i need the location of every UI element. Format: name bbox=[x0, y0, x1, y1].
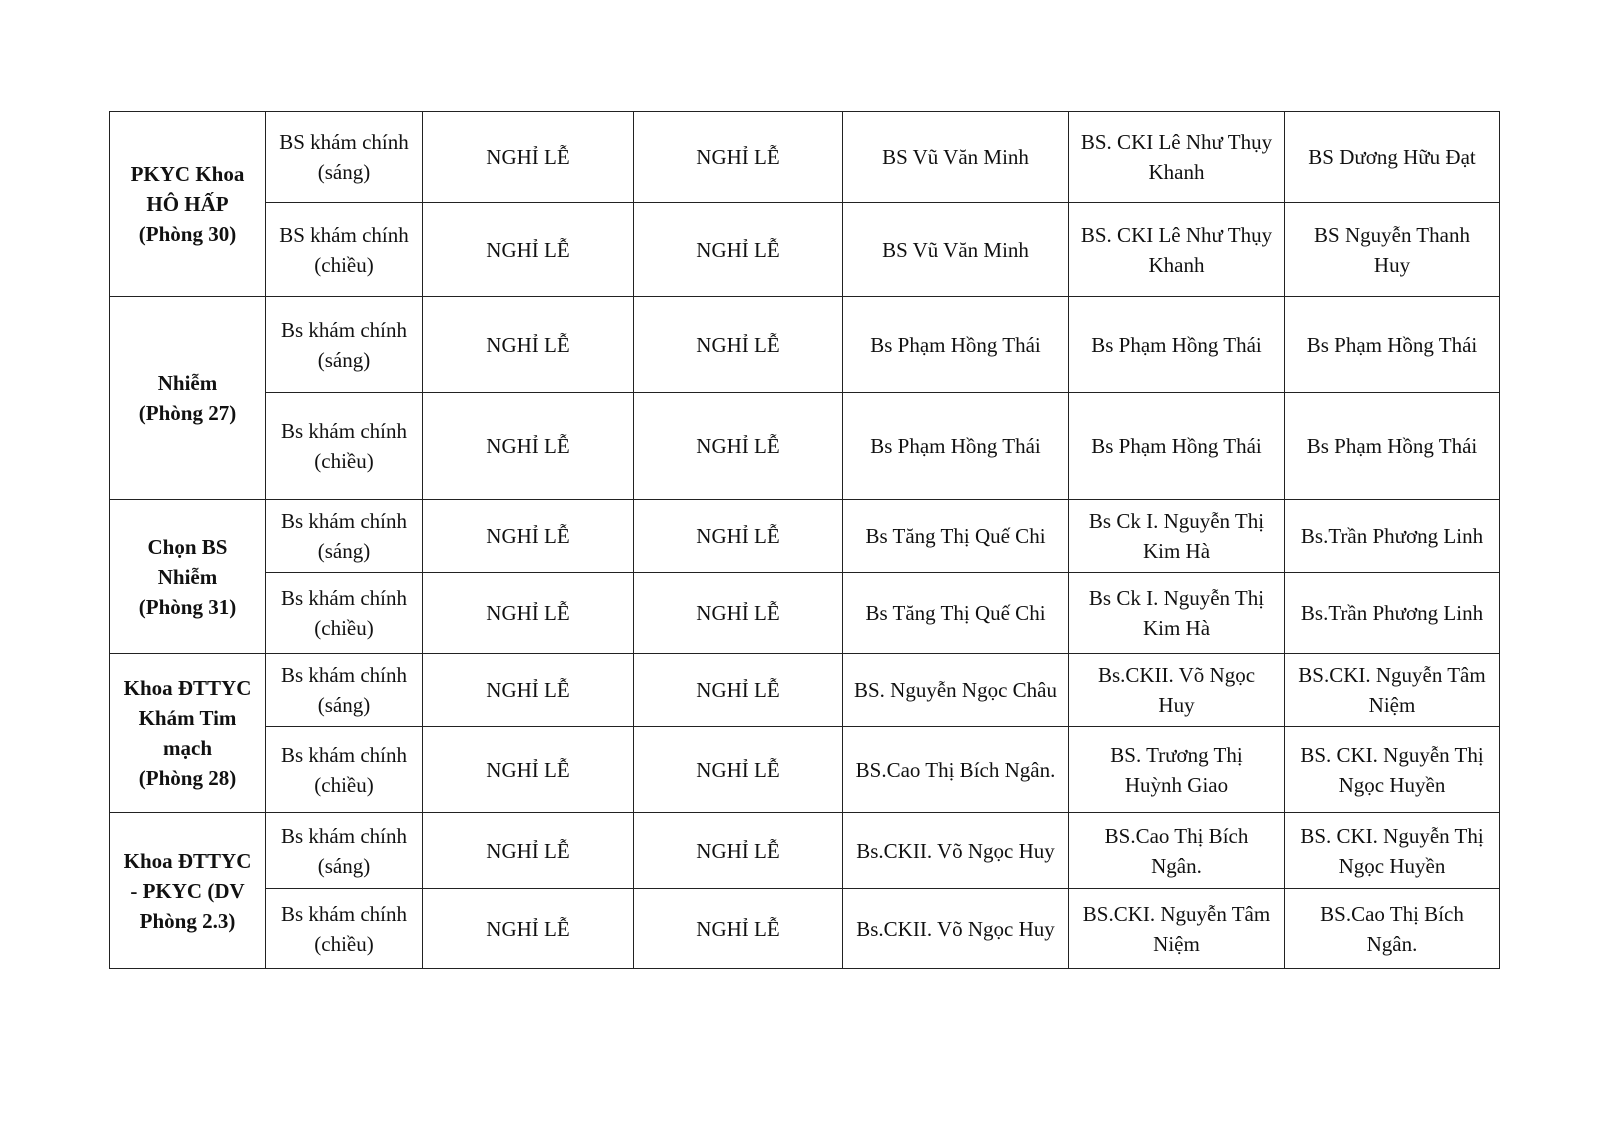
schedule-cell: Bs Phạm Hồng Thái bbox=[1285, 297, 1500, 393]
table-row bbox=[110, 112, 1500, 203]
schedule-cell: NGHỈ LỄ bbox=[423, 393, 634, 500]
schedule-cell: BS.Cao Thị Bích Ngân. bbox=[1069, 813, 1285, 889]
shift-cell: Bs khám chính (sáng) bbox=[266, 297, 423, 393]
schedule-cell: BS. CKI. Nguyễn Thị Ngọc Huyền bbox=[1285, 727, 1500, 813]
schedule-cell: Bs.CKII. Võ Ngọc Huy bbox=[843, 889, 1069, 969]
department-cell: Nhiễm (Phòng 27) bbox=[110, 297, 266, 500]
schedule-cell: NGHỈ LỄ bbox=[423, 112, 634, 203]
table-row bbox=[110, 889, 1500, 969]
table-row bbox=[110, 500, 1500, 573]
schedule-cell: Bs Phạm Hồng Thái bbox=[1069, 393, 1285, 500]
schedule-cell: NGHỈ LỄ bbox=[423, 573, 634, 654]
schedule-cell: NGHỈ LỄ bbox=[634, 500, 843, 573]
schedule-cell: BS. CKI Lê Như Thụy Khanh bbox=[1069, 112, 1285, 203]
schedule-cell: NGHỈ LỄ bbox=[634, 727, 843, 813]
schedule-cell: Bs Tăng Thị Quế Chi bbox=[843, 500, 1069, 573]
table-row bbox=[110, 813, 1500, 889]
schedule-cell: BS. Trương Thị Huỳnh Giao bbox=[1069, 727, 1285, 813]
schedule-cell: BS.Cao Thị Bích Ngân. bbox=[1285, 889, 1500, 969]
schedule-cell: NGHỈ LỄ bbox=[423, 297, 634, 393]
table-row bbox=[110, 654, 1500, 727]
schedule-cell: BS. CKI. Nguyễn Thị Ngọc Huyền bbox=[1285, 813, 1500, 889]
shift-cell: Bs khám chính (chiều) bbox=[266, 727, 423, 813]
schedule-cell: BS Vũ Văn Minh bbox=[843, 203, 1069, 297]
shift-cell: Bs khám chính (sáng) bbox=[266, 813, 423, 889]
schedule-cell: BS Vũ Văn Minh bbox=[843, 112, 1069, 203]
schedule-cell: BS.Cao Thị Bích Ngân. bbox=[843, 727, 1069, 813]
table-row bbox=[110, 573, 1500, 654]
schedule-cell: BS.CKI. Nguyễn Tâm Niệm bbox=[1069, 889, 1285, 969]
schedule-cell: NGHỈ LỄ bbox=[423, 500, 634, 573]
schedule-cell: Bs Phạm Hồng Thái bbox=[843, 297, 1069, 393]
department-cell: Chọn BS Nhiễm (Phòng 31) bbox=[110, 500, 266, 654]
table-row bbox=[110, 727, 1500, 813]
shift-cell: BS khám chính (sáng) bbox=[266, 112, 423, 203]
shift-cell: Bs khám chính (chiều) bbox=[266, 889, 423, 969]
schedule-cell: NGHỈ LỄ bbox=[634, 654, 843, 727]
schedule-cell: NGHỈ LỄ bbox=[423, 654, 634, 727]
schedule-table bbox=[109, 111, 1500, 969]
schedule-cell: Bs Phạm Hồng Thái bbox=[1285, 393, 1500, 500]
schedule-cell: Bs.Trần Phương Linh bbox=[1285, 500, 1500, 573]
schedule-cell: NGHỈ LỄ bbox=[634, 889, 843, 969]
schedule-cell: NGHỈ LỄ bbox=[423, 889, 634, 969]
schedule-cell: NGHỈ LỄ bbox=[634, 112, 843, 203]
schedule-cell: BS. CKI Lê Như Thụy Khanh bbox=[1069, 203, 1285, 297]
schedule-cell: Bs.CKII. Võ Ngọc Huy bbox=[843, 813, 1069, 889]
table-row bbox=[110, 297, 1500, 393]
shift-cell: Bs khám chính (chiều) bbox=[266, 573, 423, 654]
schedule-cell: NGHỈ LỄ bbox=[423, 203, 634, 297]
schedule-cell: NGHỈ LỄ bbox=[423, 813, 634, 889]
schedule-cell: NGHỈ LỄ bbox=[634, 203, 843, 297]
schedule-cell: Bs Tăng Thị Quế Chi bbox=[843, 573, 1069, 654]
shift-cell: Bs khám chính (sáng) bbox=[266, 654, 423, 727]
schedule-cell: BS Nguyễn Thanh Huy bbox=[1285, 203, 1500, 297]
shift-cell: BS khám chính (chiều) bbox=[266, 203, 423, 297]
schedule-cell: Bs Phạm Hồng Thái bbox=[1069, 297, 1285, 393]
shift-cell: Bs khám chính (chiều) bbox=[266, 393, 423, 500]
schedule-cell: Bs Ck I. Nguyễn Thị Kim Hà bbox=[1069, 573, 1285, 654]
schedule-cell: NGHỈ LỄ bbox=[423, 727, 634, 813]
schedule-cell: Bs.CKII. Võ Ngọc Huy bbox=[1069, 654, 1285, 727]
schedule-cell: NGHỈ LỄ bbox=[634, 573, 843, 654]
schedule-cell: BS Dương Hữu Đạt bbox=[1285, 112, 1500, 203]
schedule-cell: Bs Phạm Hồng Thái bbox=[843, 393, 1069, 500]
schedule-cell: BS.CKI. Nguyễn Tâm Niệm bbox=[1285, 654, 1500, 727]
schedule-cell: NGHỈ LỄ bbox=[634, 813, 843, 889]
department-cell: PKYC Khoa HÔ HẤP (Phòng 30) bbox=[110, 112, 266, 297]
schedule-cell: BS. Nguyễn Ngọc Châu bbox=[843, 654, 1069, 727]
department-cell: Khoa ĐTTYC Khám Tim mạch (Phòng 28) bbox=[110, 654, 266, 813]
table-row bbox=[110, 393, 1500, 500]
schedule-cell: Bs.Trần Phương Linh bbox=[1285, 573, 1500, 654]
schedule-cell: Bs Ck I. Nguyễn Thị Kim Hà bbox=[1069, 500, 1285, 573]
table-row bbox=[110, 203, 1500, 297]
shift-cell: Bs khám chính (sáng) bbox=[266, 500, 423, 573]
department-cell: Khoa ĐTTYC - PKYC (DV Phòng 2.3) bbox=[110, 813, 266, 969]
schedule-cell: NGHỈ LỄ bbox=[634, 297, 843, 393]
schedule-cell: NGHỈ LỄ bbox=[634, 393, 843, 500]
